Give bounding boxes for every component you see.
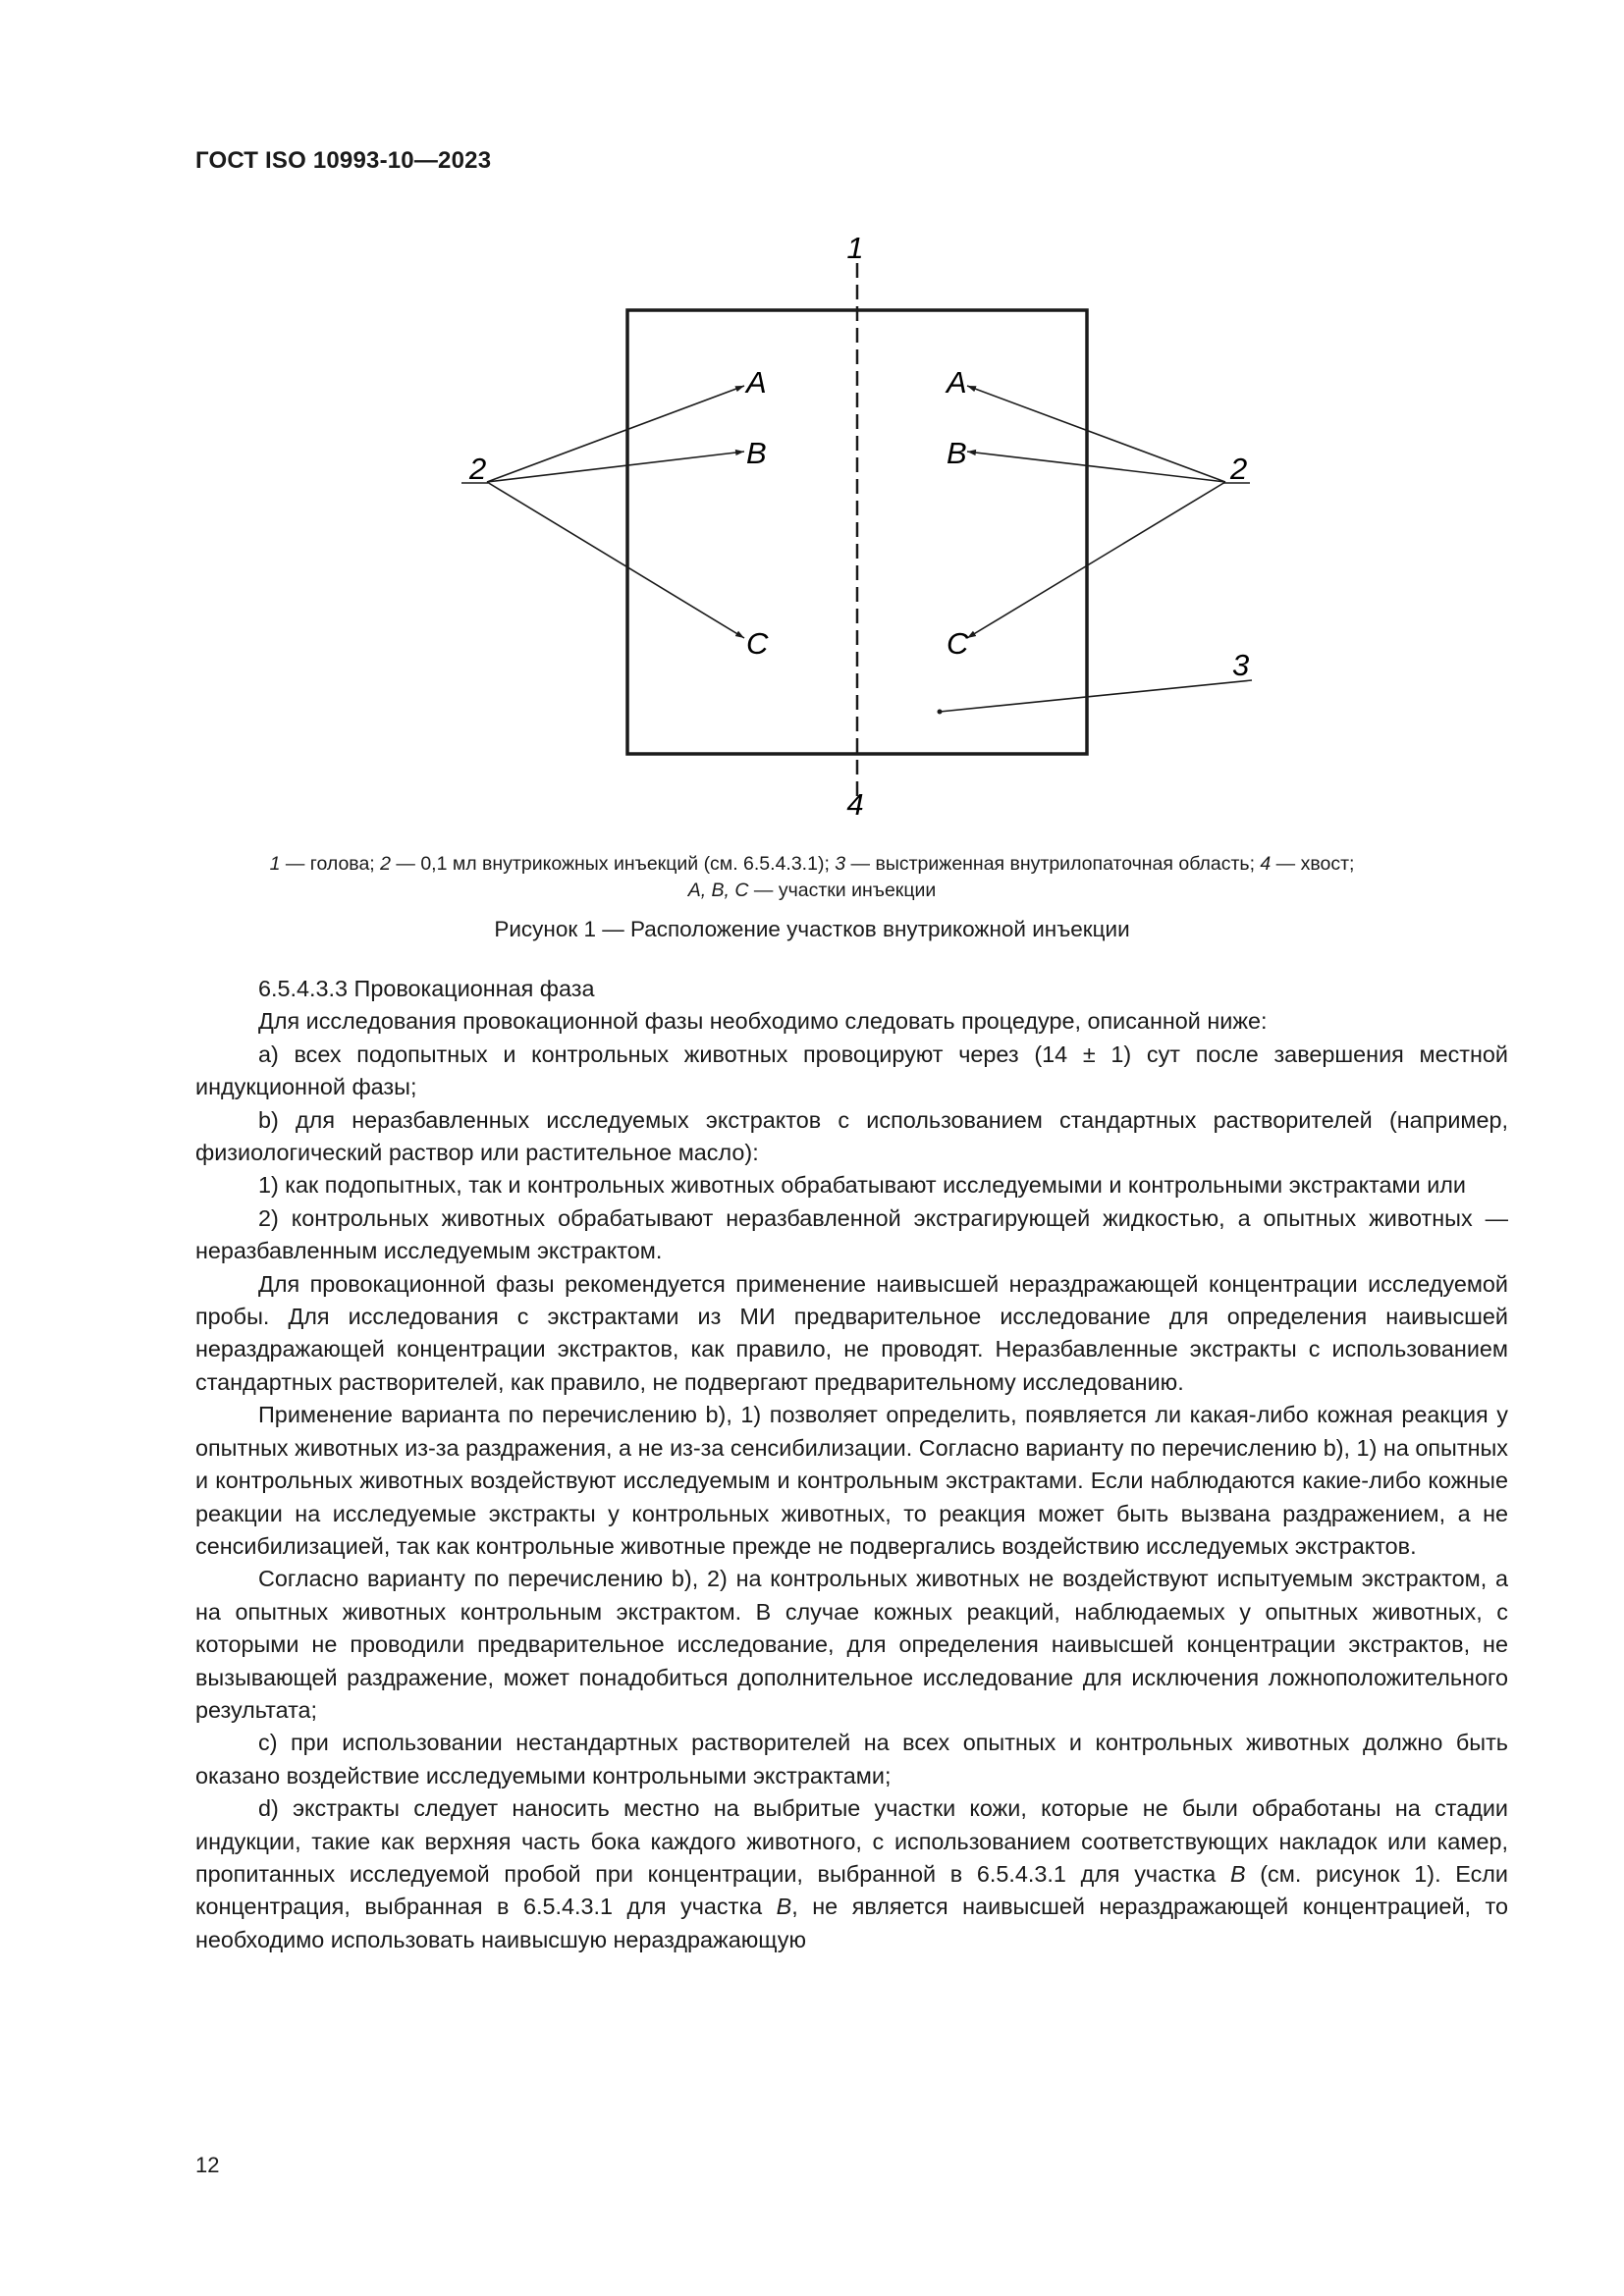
site-a-left: A [746, 365, 767, 400]
figure-legend-line-1 [157, 851, 1467, 878]
list-item-d-part-3: , не является наивысшей нераздражающей концентрацией, то необходимо использовать наивысшую нераздражающую [195, 1894, 1508, 1952]
legend-text-1: — голова; [280, 853, 381, 875]
list-item-d-site-2: B [776, 1894, 792, 1920]
legend-key-1: 1 [269, 853, 281, 875]
site-b-left: B [746, 436, 767, 470]
label-tail: 4 [846, 787, 864, 822]
document-header: ГОСТ ISO 10993-10—2023 [195, 147, 492, 174]
figure-diagram [0, 0, 1624, 844]
label-injections-left: 2 [469, 452, 487, 486]
site-c-left: C [746, 626, 769, 661]
legend-key-4: 4 [1260, 853, 1272, 875]
arrow-left-c [487, 482, 744, 638]
site-c-right: C [947, 626, 969, 661]
list-item-b2: 2) контрольных животных обрабатывают неразбавленной экстрагирующей жидкостью, а опытных животных — неразбавленным исследуемым экстрактом. [195, 1204, 1508, 1264]
legend-text-4: — хвост; [1271, 853, 1355, 875]
list-item-b: b) для неразбавленных исследуемых экстрактов с использованием стандартных растворителей (например, физиологический раствор или растительное масло): [195, 1106, 1508, 1166]
label-clipped-area: 3 [1232, 648, 1250, 682]
body-text [195, 973, 1508, 1956]
list-item-c: c) при использовании нестандартных растворителей на всех опытных и контрольных животных должно быть оказано воздействие исследуемыми контрольными экстрактами; [195, 1730, 1508, 1789]
legend-key-sites: A, B, C [687, 880, 749, 901]
section-title: 6.5.4.3.3 Провокационная фаза [258, 976, 595, 1001]
list-item-d-site-1: B [1229, 1860, 1246, 1887]
list-item-d-part-1: d) экстракты следует наносить местно на выбритые участки кожи, которые не были обработаны на стадии индукции, такие как верхняя часть бока каждого животного, с использованием соответствующих накладок или камер, пропитанных исследуемой пробой при концентрации, выбранной в 6.5.4.3.1 для участка [195, 1795, 1508, 1887]
legend-text-2: — 0,1 мл внутрикожных инъекций (см. 6.5.4.3.1); [390, 853, 836, 875]
paragraph-variant-2: Согласно варианту по перечислению b), 2) на контрольных животных не воздействуют испытуемым экстрактом, а на опытных животных контрольным экстрактом. В случае кожных реакций, наблюдаемых у опытных животных, с которыми не проводили предварительное исследование, для определения наивысшей концентрации экстрактов, не вызывающей раздражение, может понадобиться дополнительное исследование для исключения ложноположительного результата; [195, 1566, 1508, 1723]
list-item-b1: 1) как подопытных, так и контрольных животных обрабатывают исследуемыми и контрольными экстрактами или [258, 1172, 1466, 1199]
site-b-right: B [947, 436, 967, 470]
arrow-right-c [967, 482, 1225, 638]
figure-legend [157, 851, 1467, 904]
figure-injection-sites [0, 0, 1624, 844]
paragraph-intro: Для исследования провокационной фазы необходимо следовать процедуре, описанной ниже: [258, 1008, 1268, 1035]
legend-text-sites: — участки инъекции [748, 880, 937, 901]
paragraph-variant-1: Применение варианта по перечислению b), 1) позволяет определить, появляется ли какая-либо кожная реакция у опытных животных из-за раздражения, а не из-за сенсибилизации. Согласно варианту по перечислению b), 1) на опытных и контрольных животных воздействуют исследуемым и контрольным экстрактами. Если наблюдаются какие-либо кожные реакции на исследуемые экстракты у контрольных животных, то реакция может быть вызвана раздражением, а не сенсибилизацией, так как контрольные животные прежде не подвергались воздействию исследуемых экстрактов. [195, 1402, 1508, 1559]
label-head: 1 [846, 231, 864, 265]
legend-key-3: 3 [835, 853, 846, 875]
paragraph-provocation: Для провокационной фазы рекомендуется применение наивысшей нераздражающей концентрации исследуемой пробы. Для исследования с экстрактами из МИ предварительное исследование для определения наивысшей нераздражающей концентрации экстрактов, как правило, не проводят. Неразбавленные экстракты с использованием стандартных растворителей, как правило, не подвергают предварительному исследованию. [195, 1270, 1508, 1395]
legend-text-3: — выстриженная внутрилопаточная область; [845, 853, 1261, 875]
list-item-d [195, 1792, 1508, 1956]
figure-legend-line-2 [157, 878, 1467, 904]
list-item-d-part-2: (см. рисунок 1). Если концентрация, выбранная в 6.5.4.3.1 для участка [195, 1860, 1508, 1920]
page-number: 12 [195, 2153, 220, 2177]
leader-clipped-area [940, 680, 1252, 712]
label-injections-right: 2 [1230, 452, 1248, 486]
list-item-a: a) всех подопытных и контрольных животных провоцируют через (14 ± 1) сут после завершения местной индукционной фазы; [195, 1041, 1508, 1100]
legend-key-2: 2 [380, 853, 391, 875]
figure-caption: Рисунок 1 — Расположение участков внутрикожной инъекции [494, 917, 1130, 941]
site-a-right: A [947, 365, 967, 400]
